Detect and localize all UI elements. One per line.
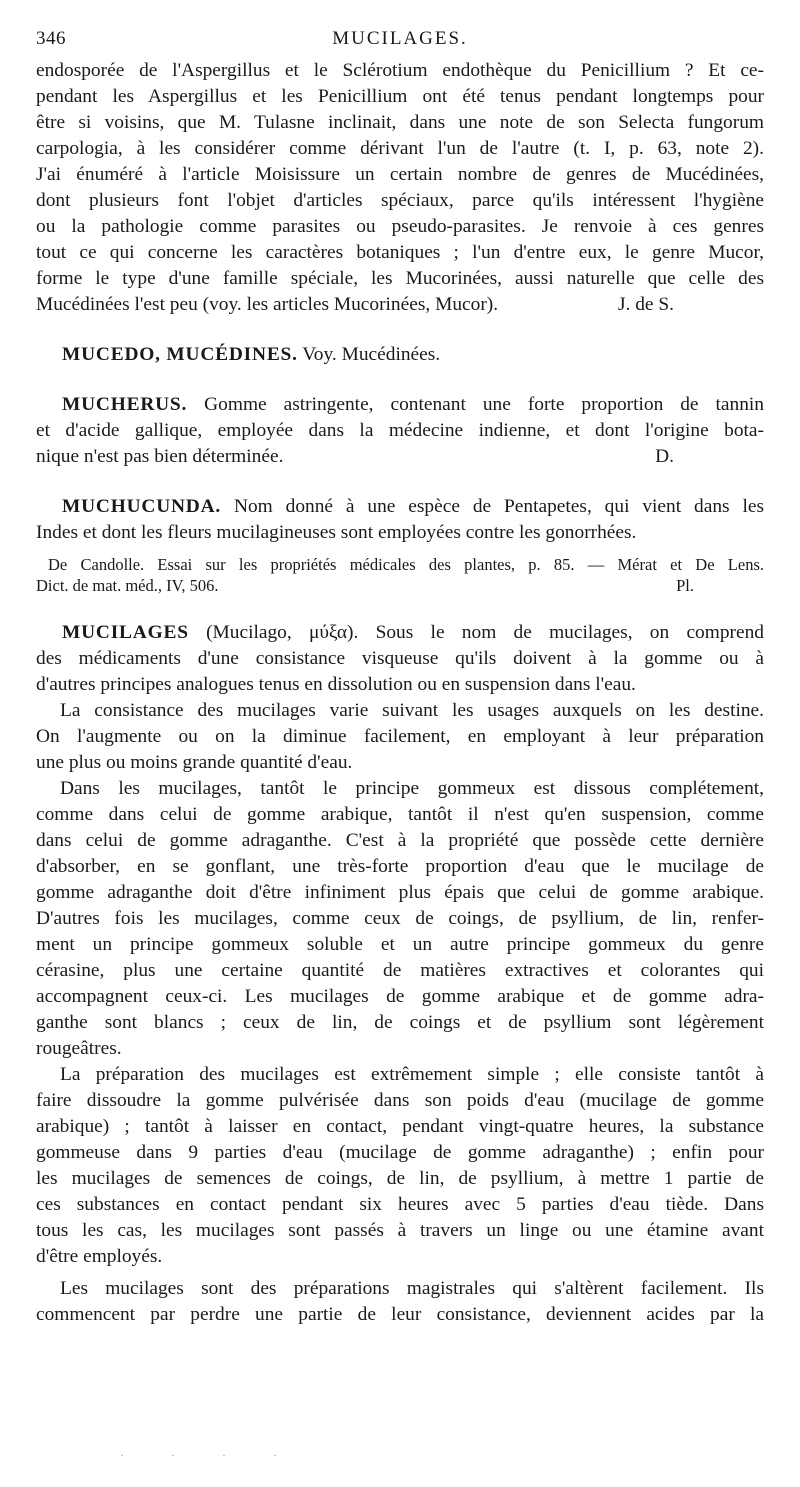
entry-muchucunda bbox=[36, 494, 764, 546]
text-line: forme le type d'une famille spéciale, les Mucorinées, aussi naturelle que celle des bbox=[36, 268, 764, 289]
text-line: ganthe sont blancs ; ceux de lin, de coings et de psyllium sont légèrement bbox=[36, 1012, 764, 1033]
mucilages-paragraph-2 bbox=[36, 698, 764, 776]
text-line-content: Nom donné à une espèce de Pentapetes, qui vient dans les bbox=[233, 496, 764, 517]
text-line bbox=[36, 392, 764, 418]
page-number: 346 bbox=[36, 28, 66, 49]
text-line-content: Gomme astringente, contenant une forte proportion de tannin bbox=[204, 394, 764, 415]
text-line: endosporée de l'Aspergillus et le Sclérotium endothèque du Penicillium ? Et ce- bbox=[36, 60, 764, 81]
text-line: une plus ou moins grande quantité d'eau. bbox=[36, 752, 353, 773]
text-line: D'autres fois les mucilages, comme ceux de coings, de psyllium, de lin, renfer- bbox=[36, 908, 764, 929]
text-line: ces substances en contact pendant six heures avec 5 parties d'eau tiède. Dans bbox=[36, 1194, 764, 1215]
text-line: rougeâtres. bbox=[36, 1038, 122, 1059]
text-line: dont plusieurs font l'objet d'articles spéciaux, parce qu'ils intéressent l'hygiène bbox=[36, 190, 764, 211]
text-line: Indes et dont les fleurs mucilagineuses sont employées contre les gonorrhées. bbox=[36, 522, 637, 543]
author-signature: J. de S. bbox=[617, 294, 674, 315]
text-line-content: Dict. de mat. méd., IV, 506. bbox=[36, 576, 219, 595]
text-line: comme dans celui de gomme arabique, tantôt il n'est qu'en suspension, comme bbox=[36, 804, 764, 825]
text-line: pendant les Aspergillus et les Penicillium ont été tenus pendant longtemps pour bbox=[36, 86, 764, 107]
text-line bbox=[36, 494, 764, 520]
text-line: tous les cas, les mucilages sont passés à travers un linge ou une étamine avant bbox=[36, 1220, 764, 1241]
document-page bbox=[36, 28, 764, 1328]
intro-paragraph bbox=[36, 58, 764, 318]
text-line bbox=[36, 444, 764, 470]
text-line: être si voisins, que M. Tulasne inclinait, dans une note de son Selecta fungorum bbox=[36, 112, 764, 133]
text-line-content: nique n'est pas bien déterminée. bbox=[36, 446, 284, 467]
mucilages-paragraph-3 bbox=[36, 776, 764, 1062]
text-line: gommeuse dans 9 parties d'eau (mucilage de gomme adraganthe) ; enfin pour bbox=[36, 1142, 764, 1163]
text-line: des médicaments d'une consistance visqueuse qu'ils doivent à la gomme ou à bbox=[36, 648, 764, 669]
text-line: Dans les mucilages, tantôt le principe gommeux est dissous complétement, bbox=[60, 778, 764, 799]
mucilages-paragraph-4 bbox=[36, 1062, 764, 1270]
mucilages-paragraph-5 bbox=[36, 1276, 764, 1328]
biblio-line: De Candolle. Essai sur les propriétés médicales des plantes, p. 85. — Mérat et De Lens. bbox=[48, 555, 764, 574]
text-line: On l'augmente ou on la diminue facilement, en employant à leur préparation bbox=[36, 726, 764, 747]
text-line: tout ce qui concerne les caractères botaniques ; l'un d'entre eux, le genre Mucor, bbox=[36, 242, 764, 263]
entry-headword: MUCHUCUNDA. bbox=[62, 496, 222, 517]
entry-headword: MUCILAGES bbox=[62, 622, 189, 643]
text-line: La préparation des mucilages est extrêmement simple ; elle consiste tantôt à bbox=[60, 1064, 764, 1085]
text-line: Les mucilages sont des préparations magistrales qui s'altèrent facilement. Ils bbox=[60, 1278, 764, 1299]
text-line: commencent par perdre une partie de leur consistance, deviennent acides par la bbox=[36, 1304, 764, 1325]
text-line: ment un principe gommeux soluble et un autre principe gommeux du genre bbox=[36, 934, 764, 955]
text-line: faire dissoudre la gomme pulvérisée dans son poids d'eau (mucilage de gomme bbox=[36, 1090, 764, 1111]
text-line-content: Mucédinées l'est peu (voy. les articles Mucorinées, Mucor). bbox=[36, 294, 499, 315]
bibliography bbox=[36, 554, 764, 596]
text-line: cérasine, plus une certaine quantité de matières extractives et colorantes qui bbox=[36, 960, 764, 981]
text-line: les mucilages de semences de coings, de lin, de psyllium, à mettre 1 partie de bbox=[36, 1168, 764, 1189]
scan-speckles: · · · · bbox=[120, 1448, 299, 1462]
text-line: d'absorber, en se gonflant, une très-forte proportion d'eau que le mucilage de bbox=[36, 856, 764, 877]
text-line: carpologia, à les considérer comme dérivant l'un de l'autre (t. I, p. 63, note 2). bbox=[36, 138, 764, 159]
text-line: dans celui de gomme adraganthe. C'est à la propriété que possède cette dernière bbox=[36, 830, 764, 851]
text-line bbox=[36, 620, 764, 646]
text-line bbox=[36, 292, 764, 318]
text-line: gomme adraganthe doit d'être infiniment plus épais que celui de gomme arabique. bbox=[36, 882, 764, 903]
running-title: MUCILAGES. bbox=[332, 28, 468, 49]
author-signature: D. bbox=[655, 446, 674, 467]
biblio-line bbox=[36, 575, 764, 596]
text-line: d'être employés. bbox=[36, 1246, 163, 1267]
text-line: accompagnent ceux-ci. Les mucilages de gomme arabique et de gomme adra- bbox=[36, 986, 764, 1007]
entry-headword: MUCEDO, MUCÉDINES. bbox=[62, 344, 298, 365]
entry-headword: MUCHERUS. bbox=[62, 394, 188, 415]
entry-mucherus bbox=[36, 392, 764, 470]
text-line: d'autres principes analogues tenus en dissolution ou en suspension dans l'eau. bbox=[36, 674, 636, 695]
text-line: J'ai énuméré à l'article Moisissure un certain nombre de genres de Mucédinées, bbox=[36, 164, 764, 185]
text-line-content: (Mucilago, μύξα). Sous le nom de mucilages, on comprend bbox=[206, 622, 764, 643]
text-line: La consistance des mucilages varie suivant les usages auxquels on les destine. bbox=[60, 700, 764, 721]
entry-mucilages bbox=[36, 620, 764, 698]
text-line: et d'acide gallique, employée dans la médecine indienne, et dont l'origine bota- bbox=[36, 420, 764, 441]
text-line: arabique) ; tantôt à laisser en contact, pendant vingt-quatre heures, la substance bbox=[36, 1116, 764, 1137]
author-signature: Pl. bbox=[676, 576, 694, 595]
entry-mucedo bbox=[36, 342, 764, 368]
running-head bbox=[36, 28, 764, 58]
text-line: ou la pathologie comme parasites ou pseudo-parasites. Je renvoie à ces genres bbox=[36, 216, 764, 237]
cross-reference: Voy. Mucédinées. bbox=[302, 344, 441, 365]
